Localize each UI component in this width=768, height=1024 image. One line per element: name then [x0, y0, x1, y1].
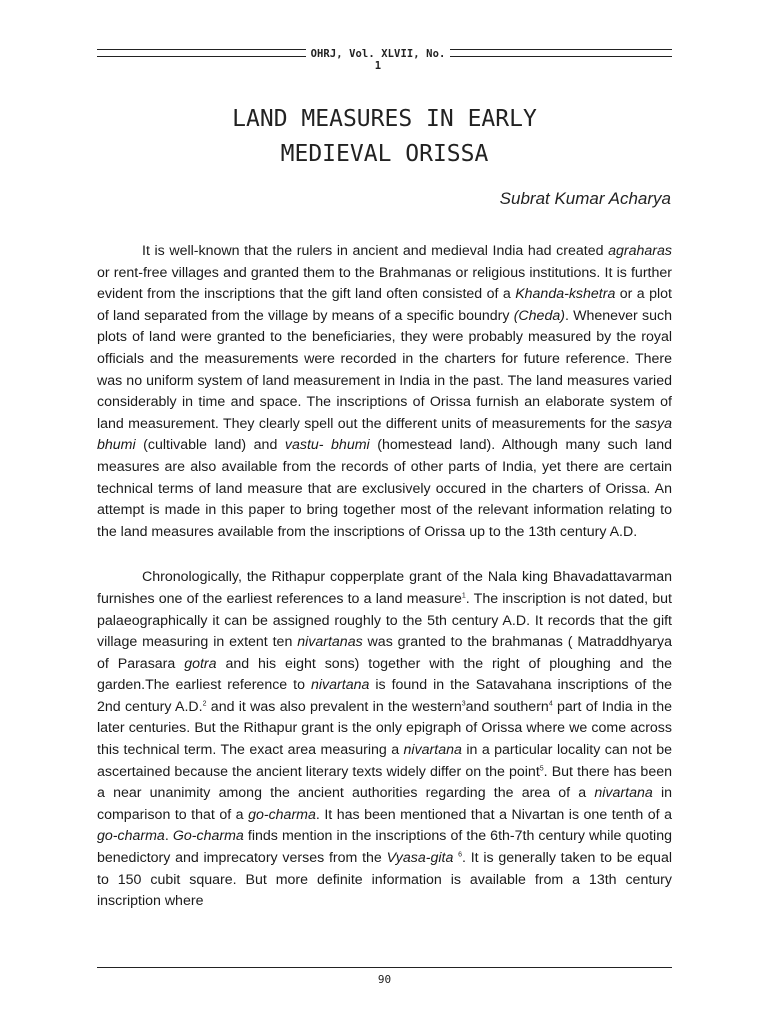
italic-term: Vyasa-gita	[386, 850, 454, 867]
italic-term: gotra	[184, 655, 217, 672]
article-title	[97, 102, 672, 172]
running-header	[97, 44, 672, 72]
text-run: . It has been mentioned that a Nivartan is one tenth of a	[315, 806, 672, 823]
text-run: and it was also prevalent in the western	[206, 698, 462, 715]
text-run: in comparison to that of a	[97, 785, 672, 823]
text-run: finds mention in the inscriptions of the 6th-7th century while quoting benedictory and imprecatory verses from the	[97, 828, 672, 867]
author-name: Subrat Kumar Acharya	[499, 189, 671, 208]
text-run: in a particular locality can not be ascertained because the ancient literary texts widely differ on the point	[97, 742, 672, 780]
italic-term: go-charma	[248, 806, 316, 823]
title-line-2: MEDIEVAL ORISSA	[280, 141, 489, 167]
text-run: or rent-free villages and granted them to the Brahmanas or religious institutions. It is further evident from the inscriptions that the gift land often consisted of a	[97, 264, 672, 303]
header-double-rule-left	[97, 49, 306, 57]
title-line-1: LAND MEASURES IN EARLY	[232, 106, 537, 132]
text-run: Chronologically, the Rithapur copperplate grant of the Nala king Bhavadattavarman furnishes one of the earliest references to a land measure	[97, 569, 672, 607]
italic-term: nivartanas	[297, 634, 363, 651]
text-run: (homestead land). Although many such land measures are also available from the records of other parts of India, yet there are certain technical terms of land measure that are exclusively occured in the charters of Orissa. An attempt is made in this paper to bring together most of the relevant information relating to the land measures available from the inscriptions of Orissa up to the 13th century A.D.	[97, 437, 672, 540]
text-run: . The inscription is not dated, but palaeographically it can be assigned roughly to the 5th century A.D. It records that the gift village measuring in extent ten	[97, 590, 672, 651]
text-run: . But there has been a near unanimity among the ancient authorities regarding the area of a	[97, 763, 672, 802]
text-run: and his eight sons) together with the right of ploughing and the garden.The earliest reference to	[97, 655, 672, 694]
text-run: and southern	[465, 698, 549, 715]
journal-citation: OHRJ, Vol. XLVII, No. 1	[310, 48, 446, 72]
italic-term: agraharas	[608, 243, 672, 259]
italic-term: nivartana	[403, 742, 462, 759]
text-run: was granted to the brahmanas ( Matraddhyarya of Parasara	[97, 634, 672, 672]
text-run: is found in the Satavahana inscriptions of the 2nd century A.D.	[97, 677, 672, 715]
italic-term: nivartana	[594, 785, 653, 802]
italic-term: vastu- bhumi	[284, 437, 370, 454]
text-run: or a plot of land separated from the village by means of a specific boundry	[97, 286, 672, 324]
text-run: . It is generally taken to be equal to 150 cubit square. But more definite information is available from a 13th century inscription where	[97, 850, 672, 910]
italic-term: Khanda-kshetra	[515, 286, 616, 303]
footnote-ref: 2	[202, 700, 207, 708]
footnote-ref: 3	[461, 700, 466, 708]
italic-term: go-charma	[97, 828, 165, 845]
footnote-ref: 4	[548, 700, 553, 708]
footnote-ref: 5	[539, 764, 544, 772]
page-number: 90	[377, 973, 392, 986]
header-double-rule-right	[450, 49, 672, 57]
text-run: part of India in the later centuries. But the Rithapur grant is the only epigraph of Orissa where we come across this technical term. The exact area measuring a	[97, 698, 673, 759]
body-paragraph	[97, 241, 672, 543]
italic-term: Go-charma	[172, 828, 244, 845]
article-body	[97, 241, 672, 913]
text-run: (cultivable land) and	[135, 437, 285, 454]
text-run: It is well-known that the rulers in ancient and medieval India had created	[142, 243, 609, 259]
body-paragraph	[97, 567, 672, 913]
italic-term: (Cheda)	[513, 307, 565, 324]
footer-rule	[97, 967, 672, 968]
italic-term: nivartana	[311, 677, 370, 694]
text-run: .	[164, 828, 173, 845]
footnote-ref: 1	[461, 592, 466, 600]
footnote-ref: 6	[458, 851, 463, 859]
italic-term: sasya bhumi	[97, 415, 672, 454]
text-run: . Whenever such plots of land were granted to the beneficiaries, they were probably measured by the royal officials and the measurements were recorded in the charters for future reference. There was no uniform system of land measurement in India in the past. The land measures varied considerably in time and space. The inscriptions of Orissa furnish an elaborate system of land measurement. They clearly spell out the different units of measurements for the	[97, 307, 672, 432]
